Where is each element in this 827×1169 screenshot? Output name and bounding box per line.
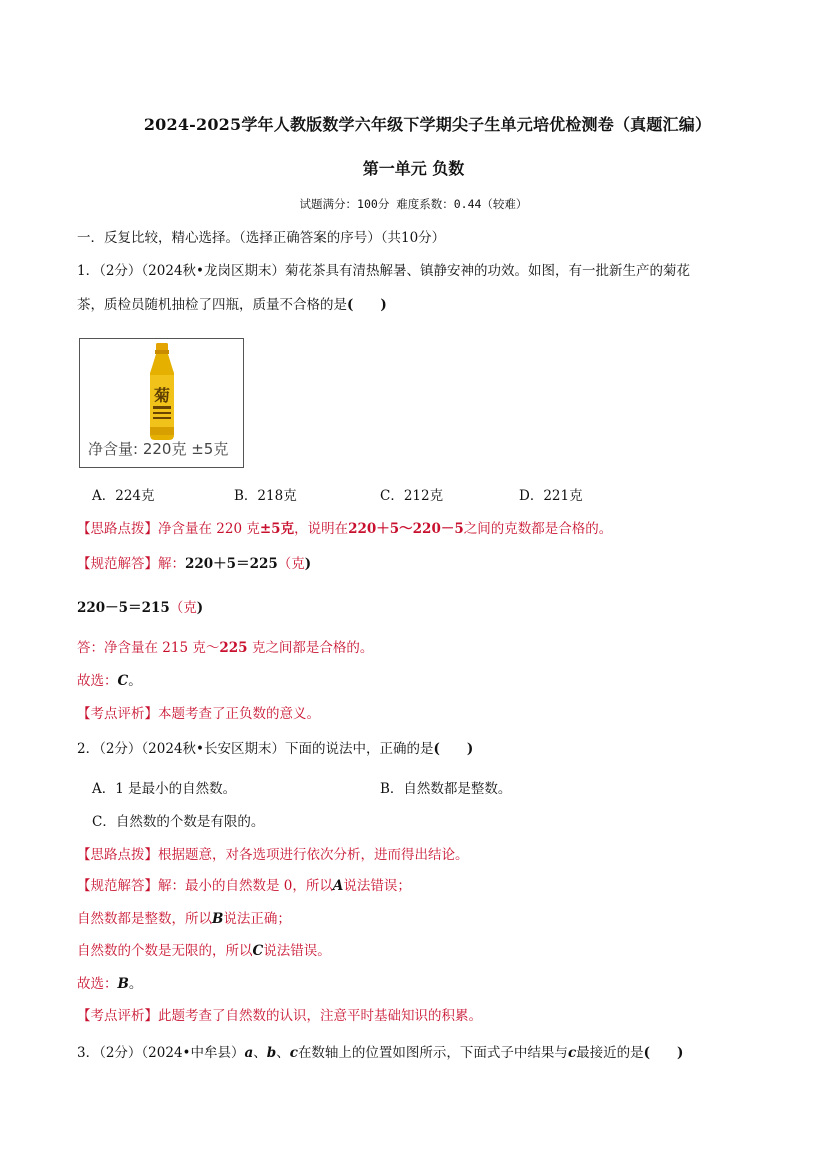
q2-solution-line2-text-b: 说法正确； [223,911,291,927]
q1-solution-expr1: 220＋5＝225 [185,556,278,572]
q2-solution-line2-text-a: 自然数都是整数，所以 [77,911,212,927]
q1-hint-text-a: 净含量在 220 克 [158,521,260,537]
q1-answer [77,638,373,658]
q1-figure-caption: 净含量: 220克 ±5克 [88,440,229,458]
q2-solution-text-b: 说法错误； [343,878,411,894]
q2-review [77,1006,482,1026]
q1-choice-label: 故选： [77,673,118,689]
q1-review-tag: 【考点评析】 [77,706,158,722]
q2-stem-text: 2．（2分）（2024秋•长安区期末）下面的说法中，正确的是 [77,741,434,757]
q2-solution-line3-text-a: 自然数的个数是无限的，所以 [77,943,253,959]
q1-solution-unit2: （克 [169,600,197,616]
q1-option-b: B．218克 [234,488,297,504]
q1-solution-close1: ) [304,556,312,572]
svg-text:菊: 菊 [153,386,171,405]
q2-review-text: 此题考查了自然数的认识，注意平时基础知识的积累。 [158,1008,482,1024]
q1-hint-tolerance: ±5克 [259,521,295,537]
q1-stem-line1: 1．（2分）（2024秋•龙岗区期末）菊花茶具有清热解暑、镇静安神的功效。如图，有一批新生产的菊花 [77,263,690,279]
q2-solution-var-a: A [332,878,344,894]
q1-hint-text-c: ，说明在 [294,521,349,537]
q1-review [77,704,320,724]
q1-solution-tag: 【规范解答】 [77,556,158,572]
q2-stem [77,739,473,759]
q2-answer-paren: ( ) [433,741,474,757]
q1-option-d: D．221克 [519,488,583,504]
q3-stem-text-c: 最接近的是 [576,1045,644,1061]
q2-solution-line3 [77,941,331,961]
q1-hint-text-d: 之间的克数都是合格的。 [463,521,613,537]
q1-stem-line2 [77,295,387,315]
q1-solution-unit1: （克 [277,556,305,572]
q2-solution-text-a: 解：最小的自然数是 0，所以 [158,878,333,894]
q2-choice-value: B [117,976,129,992]
q1-stem-text: 茶，质检员随机抽检了四瓶，质量不合格的是 [77,297,347,313]
section-heading: 一．反复比较，精心选择。（选择正确答案的序号）（共10分） [77,230,446,246]
q3-sep2: 、 [276,1045,290,1061]
q3-var-c2: c [567,1045,577,1061]
q2-option-b: B．自然数都是整数。 [380,781,512,797]
q1-choice [77,671,142,691]
q2-solution-line3-text-b: 说法错误。 [263,943,331,959]
exam-meta: 试题满分：100分 难度系数：0.44（较难） [299,197,528,211]
q1-answer-value: 225 [219,640,248,656]
q3-stem-text-a: 3．（2分）（2024•中牟县） [77,1045,245,1061]
q1-option-c: C．212克 [380,488,444,504]
q3-var-a: a [244,1045,254,1061]
unit-title: 第一单元 负数 [362,159,465,178]
page-title: 2024-2025学年人教版数学六年级下学期尖子生单元培优检测卷（真题汇编） [143,115,712,134]
q1-figure [79,338,244,468]
q3-stem-text-b: 在数轴上的位置如图所示，下面式子中结果与 [297,1045,568,1061]
q1-choice-end: 。 [128,673,142,689]
q2-option-c: C．自然数的个数是有限的。 [92,814,265,830]
q3-var-b: b [266,1045,277,1061]
q2-choice [77,974,142,994]
q2-solution-line1 [77,876,411,896]
q2-hint [77,845,469,865]
tea-bottle-icon [141,343,183,441]
q1-choice-value: C [117,673,129,689]
q2-solution-var-c: C [252,943,264,959]
q1-solution-expr2: 220－5＝215 [77,600,170,616]
q1-hint-expr: 220＋5～220－5 [348,521,464,537]
q3-sep1: 、 [253,1045,267,1061]
q3-answer-paren: ( ) [643,1045,684,1061]
q1-answer-text-c: 克之间都是合格的。 [247,640,374,656]
q2-hint-tag: 【思路点拨】 [77,847,158,863]
q2-choice-label: 故选： [77,976,118,992]
q2-solution-tag: 【规范解答】 [77,878,158,894]
q2-review-tag: 【考点评析】 [77,1008,158,1024]
q1-hint [77,519,612,539]
q1-solution-line2 [77,598,203,618]
q2-option-a: A．1 是最小的自然数。 [92,781,237,797]
q1-review-text: 本题考查了正负数的意义。 [158,706,320,722]
q3-var-c: c [289,1045,298,1061]
q1-hint-tag: 【思路点拨】 [77,521,158,537]
q2-solution-line2 [77,909,291,929]
q1-answer-paren: ( ) [347,297,387,313]
q2-hint-text: 根据题意，对各选项进行依次分析，进而得出结论。 [158,847,469,863]
q1-solution-prefix: 解： [158,556,185,572]
q1-answer-text-a: 答：净含量在 215 克～ [77,640,220,656]
q3-stem [77,1043,683,1063]
q2-solution-var-b: B [212,911,224,927]
q1-solution-close2: ) [196,600,204,616]
q1-option-a: A．224克 [92,488,155,504]
q1-solution-line1 [77,554,311,574]
q2-choice-end: 。 [128,976,143,992]
